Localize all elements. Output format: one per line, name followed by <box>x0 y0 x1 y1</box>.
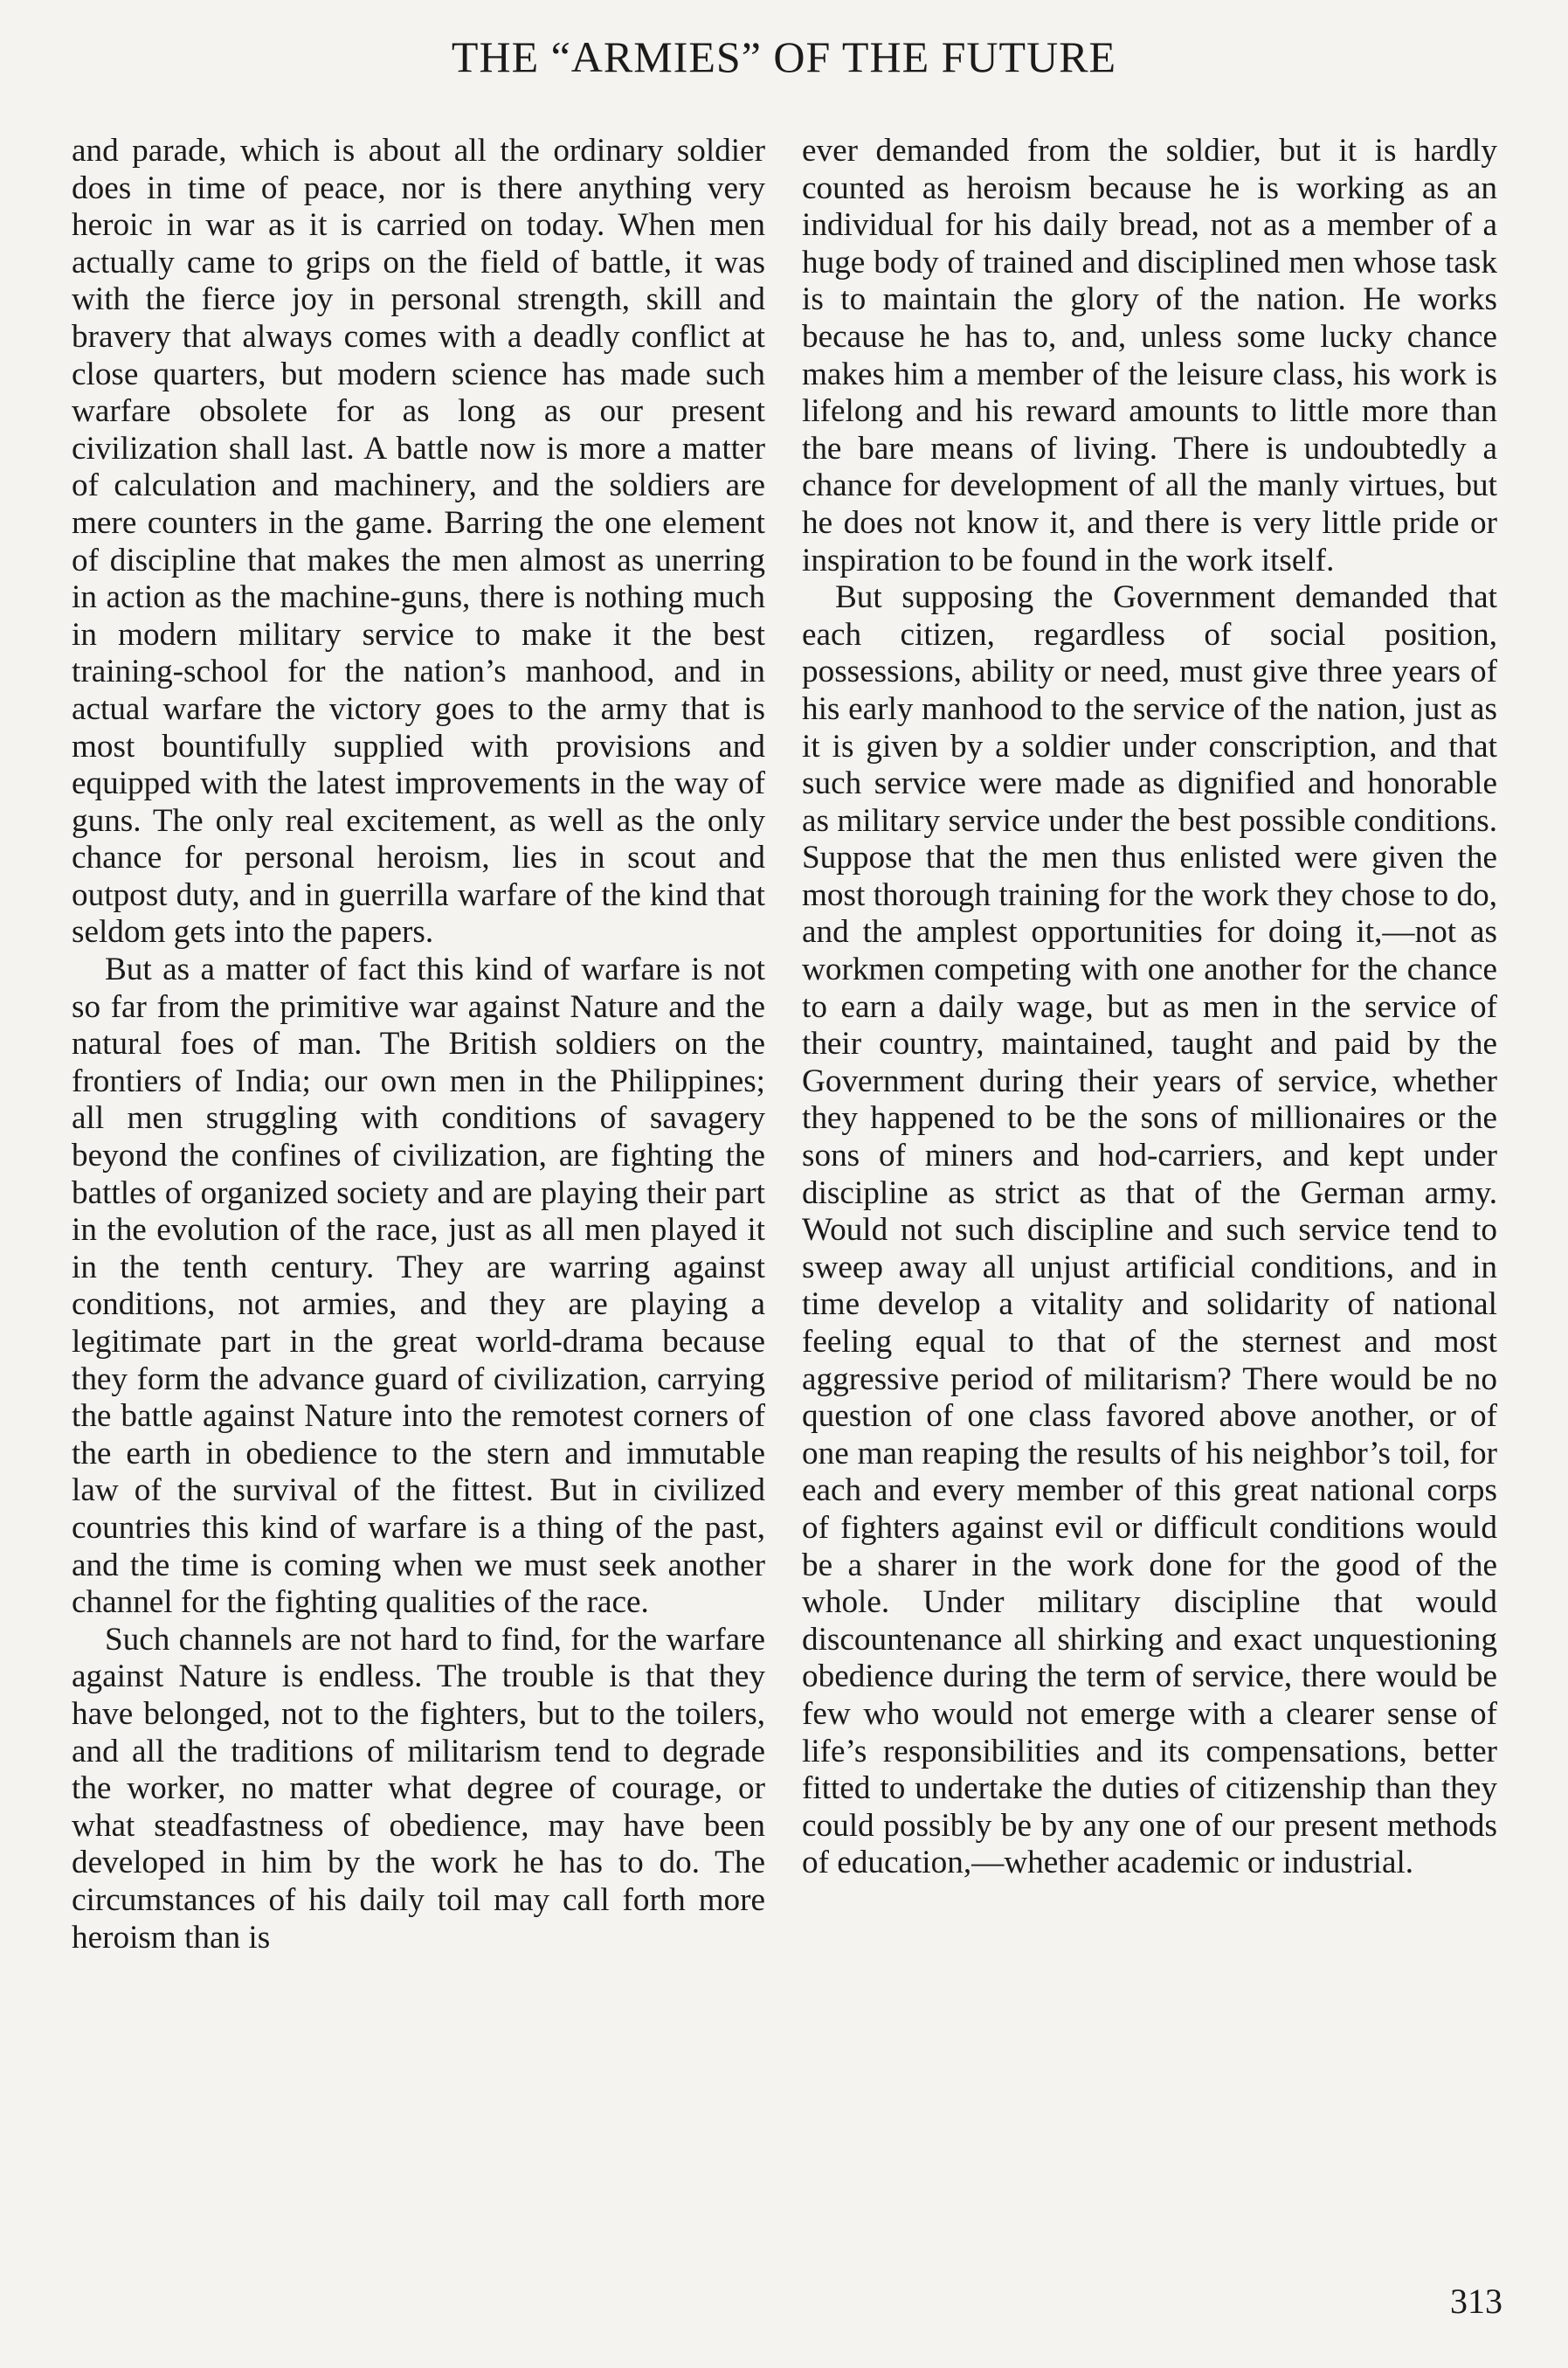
left-paragraph-3: Such channels are not hard to find, for the warfare against Nature is endless. The trouble is that they have belonged, not to the fighters, but to the toilers, and all the traditions of militarism tend to degrade the worker, no matter what degree of courage, or what steadfastness of obedience, may have been developed in him by the work he has to do. The circumstances of his daily toil may call forth more heroism than is <box>72 1621 765 1956</box>
page-title: THE “ARMIES” OF THE FUTURE <box>451 32 1117 81</box>
left-column <box>72 133 765 1956</box>
right-paragraph-1: ever demanded from the soldier, but it is hardly counted as heroism because he is working as an individual for his daily bread, not as a member of a huge body of trained and disciplined men whose task is to maintain the glory of the nation. He works because he has to, and, unless some lucky chance makes him a member of the leisure class, his work is lifelong and his reward amounts to little more than the bare means of living. There is undoubtedly a chance for development of all the manly virtues, but he does not know it, and there is very little pride or inspiration to be found in the work itself. <box>802 133 1497 578</box>
page-number: 313 <box>1450 2281 1502 2321</box>
right-paragraph-2: But supposing the Government demanded that each citizen, regardless of social position, possessions, ability or need, must give three years of his early manhood to the service of the nation, just as it is given by a soldier under conscription, and that such service were made as dignified and honorable as military service under the best possible conditions. Suppose that the men thus enlisted were given the most thorough training for the work they chose to do, and the amplest opportunities for doing it,—not as workmen competing with one another for the chance to earn a daily wage, but as men in the service of their country, maintained, taught and paid by the Government during their years of service, whether they happened to be the sons of millionaires or the sons of miners and hod-carriers, and kept under discipline as strict as that of the German army. Would not such discipline and such service tend to sweep away all unjust artificial conditions, and in time develop a vitality and solidarity of national feeling equal to that of the sternest and most aggressive period of militarism? There would be no question of one class favored above another, or of one man reaping the results of his neighbor’s toil, for each and every member of this great national corps of fighters against evil or difficult conditions would be a sharer in the work done for the good of the whole. Under military discipline that would discountenance all shirking and exact unquestioning obedience during the term of service, there would be few who would not emerge with a clearer sense of life’s responsibilities and its compensations, better fitted to undertake the duties of citizenship than they could possibly be by any one of our present methods of education,—whether academic or industrial. <box>802 579 1497 1881</box>
left-paragraph-2: But as a matter of fact this kind of warfare is not so far from the primitive war against Nature and the natural foes of man. The British soldiers on the frontiers of India; our own men in the Philippines; all men struggling with conditions of savagery beyond the confines of civilization, are fighting the battles of organized society and are playing their part in the evolution of the race, just as all men played it in the tenth century. They are warring against conditions, not armies, and they are playing a legitimate part in the great world-drama because they form the advance guard of civilization, carrying the battle against Nature into the remotest corners of the earth in obedience to the stern and immutable law of the survival of the fittest. But in civilized countries this kind of warfare is a thing of the past, and the time is coming when we must seek another channel for the fighting qualities of the race. <box>72 952 765 1621</box>
left-paragraph-1: and parade, which is about all the ordinary soldier does in time of peace, nor is there anything very heroic in war as it is carried on today. When men actually came to grips on the field of battle, it was with the fierce joy in personal strength, skill and bravery that always comes with a deadly conflict at close quarters, but modern science has made such warfare obsolete for as long as our present civilization shall last. A battle now is more a matter of calculation and machinery, and the soldiers are mere counters in the game. Barring the one element of discipline that makes the men almost as unerring in action as the machine-guns, there is nothing much in modern military service to make it the best training-school for the nation’s manhood, and in actual warfare the victory goes to the army that is most bountifully supplied with provisions and equipped with the latest improvements in the way of guns. The only real excitement, as well as the only chance for personal heroism, lies in scout and outpost duty, and in guerrilla warfare of the kind that seldom gets into the papers. <box>72 133 765 951</box>
right-column <box>802 133 1497 1882</box>
